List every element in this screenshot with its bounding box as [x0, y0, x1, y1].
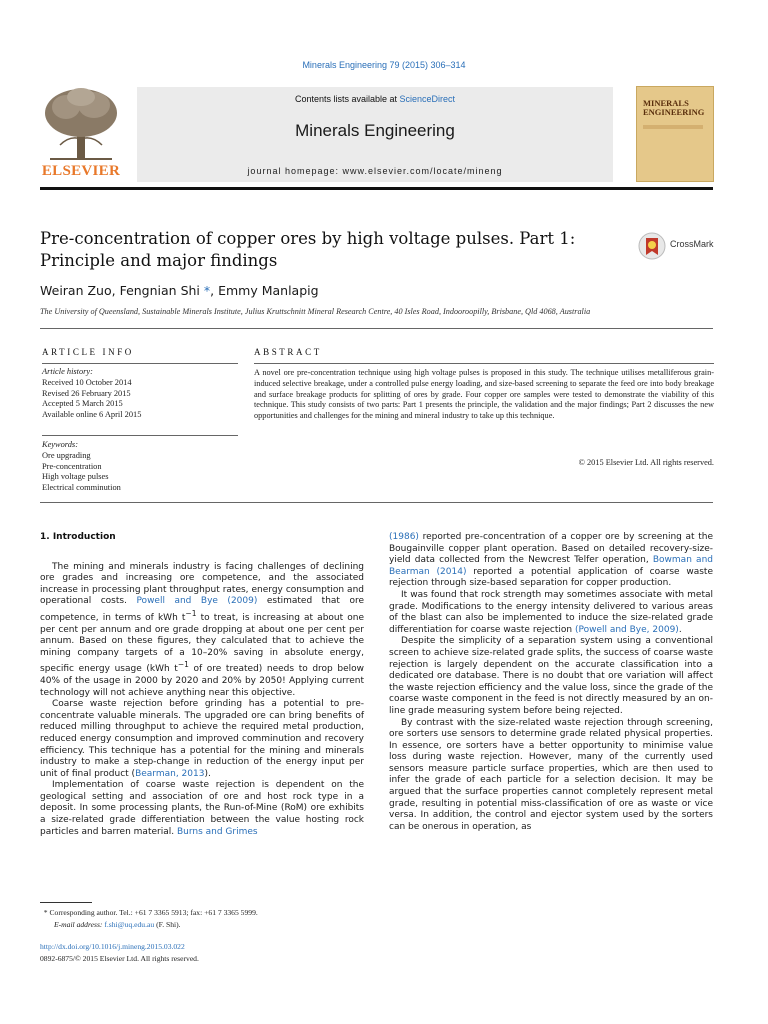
text-run: to treat, is increasing at about one per cent per annum and ore grade dropping at about one per cent per annum. Based on these figures, they calculated that to achieve the mining company targets of a 10–20% saving in absolute energy, specific energy usage (kWh t [40, 612, 365, 675]
citation-link[interactable]: Bearman, 2013 [135, 768, 205, 779]
authors-part1: Weiran Zuo, Fengnian Shi [40, 283, 200, 298]
abstract-copyright: © 2015 Elsevier Ltd. All rights reserved. [578, 458, 714, 467]
body-column-left [40, 532, 364, 838]
front-matter-rule [40, 502, 713, 503]
doi-link[interactable]: http://dx.doi.org/10.1016/j.mineng.2015.03.022 [40, 942, 185, 951]
footnote-rule [40, 902, 92, 903]
superscript: −1 [185, 608, 197, 618]
paragraph [389, 590, 713, 636]
paragraph [40, 562, 364, 700]
text-run: ). [204, 768, 211, 779]
history-online: Available online 6 April 2015 [42, 410, 142, 420]
footnote-text: Corresponding author. Tel.: +61 7 3365 5913; fax: +61 7 3365 5999. [47, 908, 258, 917]
journal-cover-thumbnail [636, 86, 714, 182]
elsevier-tree-icon [40, 85, 122, 163]
keywords-rule [42, 435, 238, 436]
paragraph [40, 780, 364, 838]
text-run: Implementation of coarse waste rejection is dependent on the geological setting and association of ore and host rock type in a deposit. In some processing plants, the Run-of-Mine (RoM) ore exhibits a size-related grade differentiation between the value hosting rock particles and barren material. [40, 780, 364, 837]
elsevier-logo [40, 85, 122, 185]
text-run: It was found that rock strength may sometimes associate with metal grade. Modifications to the energy intensity delivered to various areas of the blast can also be implemented to induce the size-related grade differentiation for coarse waste rejection [389, 589, 713, 635]
author-list [40, 283, 319, 298]
paragraph: By contrast with the size-related waste rejection through screening, ore sorters use sensors to determine grade related physical properties. In essence, ore sorters have a better opportunity to minimise value loss during waste rejection. However, many of the currently used sensors measure particle surface properties, which are then used to infer the grade of each particle for a selection decision. It may be argued that the surface properties cannot completely represent metal grade, resulting in potential miss-classification of ore as waste or vice versa. In addition, the control and ejector system used by the sorters can be onerous in operation, as [389, 717, 713, 832]
abstract-text: A novel ore pre-concentration technique using high voltage pulses is proposed in this study. The technique utilises metalliferous grain-induced selective breakage, under a controlled pulse energy loading, and size-based screening to separate the feed ore into body breakage and surface breakage products for splitting of ores by grade. Four copper ore samples were tested to demonstrate the viability of this technique. This study consists of two parts: Part 1 presents the principle, the validation and the major findings; Part 2 discusses the new opportunities and challenges for the mining and mineral industry to take up this technique. [254, 368, 714, 421]
citation-link[interactable]: (1986) [389, 532, 419, 542]
cover-title-line1: MINERALS [643, 98, 689, 108]
article-info-heading: ARTICLE INFO [42, 347, 134, 357]
text-run: reported pre-concentration of a copper ore by screening at the Bougainville copper plant operation. Based on detailed recovery-size-yield data collected from the Newcrest Telfer operation, [389, 532, 713, 566]
elsevier-wordmark: ELSEVIER [41, 163, 121, 179]
journal-homepage[interactable]: journal homepage: www.elsevier.com/locate/mineng [247, 166, 503, 176]
citation-link[interactable]: Bowman and Bearman (2014) [389, 555, 713, 577]
section-heading-introduction: 1. Introduction [40, 532, 116, 542]
text-run: . [678, 624, 682, 635]
keyword-item: Ore upgrading [42, 450, 91, 460]
article-history [42, 367, 141, 421]
sciencedirect-link[interactable]: ScienceDirect [399, 94, 456, 104]
article-history-label: Article history: [42, 367, 93, 376]
cover-decoration [643, 125, 703, 129]
text-run: reported a potential application of coarse waste rejection through size-based separation for copper production. [389, 566, 713, 589]
text-run: of ore treated) needs to drop below 40% of the usage in 2000 by 2020 and 20% by 2050! Applying current technology will not achieve anything near this objective. [40, 664, 364, 698]
corresponding-author-mark[interactable]: * [199, 283, 211, 298]
superscript: −1 [177, 660, 189, 670]
history-received: Received 10 October 2014 [42, 377, 132, 387]
text-run: estimated that ore competence, in terms of kWh t [40, 596, 364, 623]
authors-part2: , Emmy Manlapig [210, 283, 319, 298]
paragraph [389, 532, 713, 590]
cover-title-line2: ENGINEERING [643, 106, 705, 117]
crossmark-badge[interactable] [638, 232, 718, 258]
article-info-rule [42, 363, 238, 364]
text-run: The mining and minerals industry is facing challenges of declining ore grades and increasing ore competence, and the associated increase in processing plant throughput rates, energy consumption and operational costs. [40, 561, 364, 607]
affiliation-rule [40, 328, 713, 329]
abstract-heading: ABSTRACT [254, 347, 322, 357]
journal-name: Minerals Engineering [295, 121, 455, 140]
email-suffix: (F. Shi). [154, 919, 181, 929]
footnote-mark: * [43, 908, 48, 917]
affiliation: The University of Queensland, Sustainable Minerals Institute, Julius Kruttschnitt Mineral Research Centre, 40 Isles Road, Indooroopilly, Brisbane, Qld 4068, Australia [40, 307, 591, 316]
doi-block [40, 941, 199, 964]
citation-link[interactable]: (Powell and Bye, 2009) [574, 624, 679, 635]
email-note [40, 919, 364, 931]
contents-line [137, 94, 613, 104]
citation-link[interactable]: Burns and Grimes [176, 826, 258, 837]
keyword-item: Pre-concentration [42, 461, 102, 471]
keyword-item: High voltage pulses [42, 472, 109, 482]
crossmark-icon [638, 232, 666, 260]
crossmark-label: CrossMark [670, 239, 714, 249]
header-rule [40, 187, 713, 190]
journal-banner [137, 87, 613, 182]
citation-link[interactable]: Powell and Bye (2009) [136, 596, 258, 607]
issn-copyright: 0892-6875/© 2015 Elsevier Ltd. All rights reserved. [40, 953, 199, 963]
text-run: Coarse waste rejection before grinding has a potential to pre-concentrate valuable minerals. The upgraded ore can bring benefits of reduced milling throughput to achieve the required metal production, reduced energy consumption and improved comminution and recovery efficiency. This technique has a potential for the mining and minerals industry to make a step-change in reduction of the energy input per unit of final product ( [40, 699, 364, 779]
corresponding-author-note [40, 907, 364, 919]
history-accepted: Accepted 5 March 2015 [42, 399, 123, 409]
paper-title: Pre-concentration of copper ores by high voltage pulses. Part 1: Principle and major findings [40, 229, 576, 270]
keywords-label: Keywords: [42, 440, 78, 449]
keywords [42, 440, 121, 494]
footnote [40, 907, 364, 930]
paragraph: Despite the simplicity of a separation system using a conventional screen to achieve size-related grade splits, the success of coarse waste rejection is largely dependent on the accurate classification into a dedicated ore database. There is no doubt that ore variation will affect the waste rejection efficiency and the value loss, since the grade of the coarse waste component in the feed is not directly measured by an on-line grade measuring system before being rejected. [389, 636, 713, 716]
cover-title [643, 99, 704, 117]
abstract-rule [254, 363, 714, 364]
contents-prefix: Contents lists available at [294, 94, 400, 104]
history-revised: Revised 26 February 2015 [42, 388, 131, 398]
journal-citation[interactable]: Minerals Engineering 79 (2015) 306–314 [302, 60, 466, 70]
email-link[interactable]: f.shi@uq.edu.au [104, 919, 155, 929]
body-column-right [389, 532, 713, 833]
keyword-item: Electrical comminution [42, 483, 121, 493]
email-label: E-mail address: [54, 919, 103, 929]
paragraph [40, 699, 364, 780]
